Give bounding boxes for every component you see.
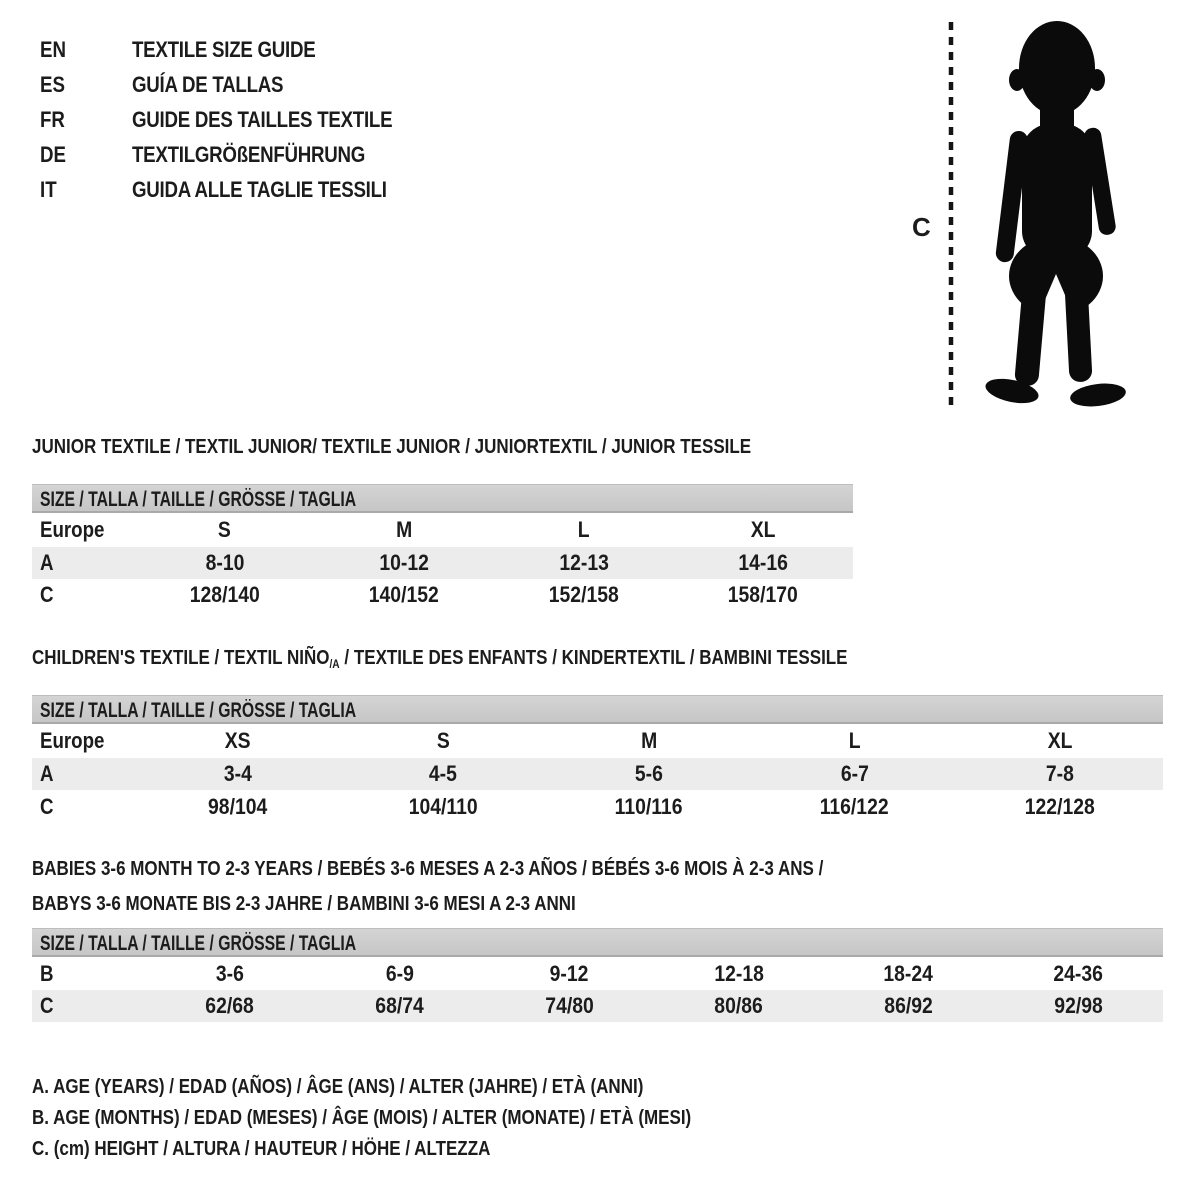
table-row bbox=[32, 957, 1163, 990]
nino-a-subscript: /A bbox=[329, 657, 340, 671]
language-row bbox=[40, 67, 438, 102]
table-header-bar bbox=[32, 484, 853, 513]
language-code: IT bbox=[40, 176, 57, 202]
language-title: GUIDA ALLE TAGLIE TESSILI bbox=[132, 176, 387, 202]
size-cell: 18-24 bbox=[883, 960, 934, 986]
size-cell: S bbox=[218, 517, 232, 542]
row-label: A bbox=[40, 761, 54, 786]
row-label: C bbox=[40, 582, 54, 607]
size-cell: L bbox=[577, 517, 590, 542]
table-header-bar bbox=[32, 695, 1163, 724]
size-cell: 104/110 bbox=[408, 793, 478, 819]
table-header-bar bbox=[32, 928, 1163, 957]
size-cell: 8-10 bbox=[205, 550, 245, 575]
size-cell: 86/92 bbox=[884, 993, 933, 1018]
size-cell: M bbox=[396, 517, 413, 542]
section-title-junior bbox=[32, 436, 878, 458]
table-row bbox=[32, 547, 853, 579]
size-cell: 74/80 bbox=[544, 993, 594, 1018]
size-cell: 3-6 bbox=[215, 960, 244, 986]
language-code: EN bbox=[40, 36, 66, 62]
section-title-line: BABYS 3-6 MONATE BIS 2-3 JAHRE / BAMBINI 3-6 MESI A 2-3 ANNI bbox=[32, 893, 576, 915]
language-code: FR bbox=[40, 106, 65, 132]
language-row bbox=[40, 32, 438, 67]
size-cell: 80/86 bbox=[714, 993, 764, 1018]
language-row bbox=[40, 137, 438, 172]
size-cell: 3-4 bbox=[223, 761, 252, 786]
footnotes bbox=[32, 1072, 808, 1165]
size-cell: S bbox=[436, 728, 450, 753]
table-header-text: SIZE / TALLA / TAILLE / GRÖSSE / TAGLIA bbox=[40, 932, 357, 955]
size-cell: 24-36 bbox=[1053, 960, 1103, 986]
language-code: ES bbox=[40, 71, 65, 97]
size-cell: 4-5 bbox=[429, 761, 458, 786]
footnote-c: C. (cm) HEIGHT / ALTURA / HAUTEUR / HÖHE / ALTEZZA bbox=[32, 1138, 491, 1160]
size-cell: 98/104 bbox=[208, 793, 268, 819]
language-code: DE bbox=[40, 141, 66, 167]
junior-size-table bbox=[32, 484, 853, 611]
row-label: C bbox=[40, 993, 54, 1018]
size-cell: 116/122 bbox=[820, 793, 890, 819]
language-title: GUIDE DES TAILLES TEXTILE bbox=[132, 106, 393, 132]
language-row bbox=[40, 172, 438, 207]
section-title-text: JUNIOR TEXTILE / TEXTIL JUNIOR/ TEXTILE JUNIOR / JUNIORTEXTIL / JUNIOR TESSILE bbox=[32, 436, 752, 458]
toddler-silhouette bbox=[905, 12, 1140, 418]
table-row bbox=[32, 579, 853, 611]
height-label: C bbox=[912, 212, 931, 242]
babies-size-table bbox=[32, 928, 1163, 1022]
section-title-text: CHILDREN'S TEXTILE / TEXTIL $NIÑO_{/A}$ / TEXTILE DES ENFANTS / KINDERTEXTIL / BAMBINI TESSILE bbox=[32, 647, 848, 671]
table-row bbox=[32, 990, 1163, 1022]
size-cell: XL bbox=[1047, 728, 1073, 753]
size-cell: 62/68 bbox=[205, 993, 255, 1018]
size-cell: 9-12 bbox=[549, 960, 589, 986]
size-cell: 110/116 bbox=[615, 793, 683, 819]
language-title: TEXTILE SIZE GUIDE bbox=[132, 36, 316, 62]
table-row bbox=[32, 758, 1163, 790]
size-cell: 128/140 bbox=[189, 582, 260, 607]
footnote-a: A. AGE (YEARS) / EDAD (AÑOS) / ÂGE (ANS) / ALTER (JAHRE) / ETÀ (ANNI) bbox=[32, 1076, 644, 1098]
row-label: C bbox=[40, 793, 54, 819]
language-row bbox=[40, 102, 438, 137]
table-row bbox=[32, 724, 1163, 758]
size-cell: 5-6 bbox=[634, 761, 663, 786]
table-header-text: SIZE / TALLA / TAILLE / GRÖSSE / TAGLIA bbox=[40, 699, 357, 722]
language-title: GUÍA DE TALLAS bbox=[132, 71, 284, 97]
row-label: Europe bbox=[40, 517, 105, 542]
language-title: TEXTILGRÖßENFÜHRUNG bbox=[132, 141, 366, 167]
section-title-babies bbox=[32, 852, 963, 922]
size-cell: M bbox=[640, 728, 658, 753]
size-cell: 158/170 bbox=[728, 582, 799, 607]
row-label: Europe bbox=[40, 728, 105, 753]
size-cell: 10-12 bbox=[379, 550, 430, 575]
size-cell: 140/152 bbox=[369, 582, 440, 607]
language-header bbox=[40, 32, 438, 207]
size-cell: 14-16 bbox=[738, 550, 789, 575]
size-cell: 12-18 bbox=[714, 960, 764, 986]
section-title-line: BABIES 3-6 MONTH TO 2-3 YEARS / BEBÉS 3-6 MESES A 2-3 AÑOS / BÉBÉS 3-6 MOIS À 2-3 ANS / bbox=[32, 858, 824, 880]
size-cell: 122/128 bbox=[1025, 793, 1096, 819]
size-cell: 68/74 bbox=[375, 993, 424, 1018]
size-cell: 12-13 bbox=[558, 550, 609, 575]
footnote-b: B. AGE (MONTHS) / EDAD (MESES) / ÂGE (MOIS) / ALTER (MONATE) / ETÀ (MESI) bbox=[32, 1107, 692, 1129]
row-label: A bbox=[40, 550, 54, 575]
size-cell: 92/98 bbox=[1053, 993, 1103, 1018]
size-cell: XL bbox=[750, 517, 776, 542]
children-size-table bbox=[32, 695, 1163, 823]
size-cell: 152/158 bbox=[548, 582, 619, 607]
size-cell: 7-8 bbox=[1046, 761, 1075, 786]
section-title-children bbox=[32, 647, 991, 675]
table-row bbox=[32, 790, 1163, 823]
row-label: B bbox=[40, 960, 54, 986]
size-cell: 6-9 bbox=[385, 960, 414, 986]
size-cell: XS bbox=[224, 728, 251, 753]
table-header-text: SIZE / TALLA / TAILLE / GRÖSSE / TAGLIA bbox=[40, 488, 357, 511]
table-row bbox=[32, 513, 853, 547]
toddler-figure bbox=[983, 21, 1127, 409]
size-cell: L bbox=[848, 728, 861, 753]
size-cell: 6-7 bbox=[840, 761, 869, 786]
